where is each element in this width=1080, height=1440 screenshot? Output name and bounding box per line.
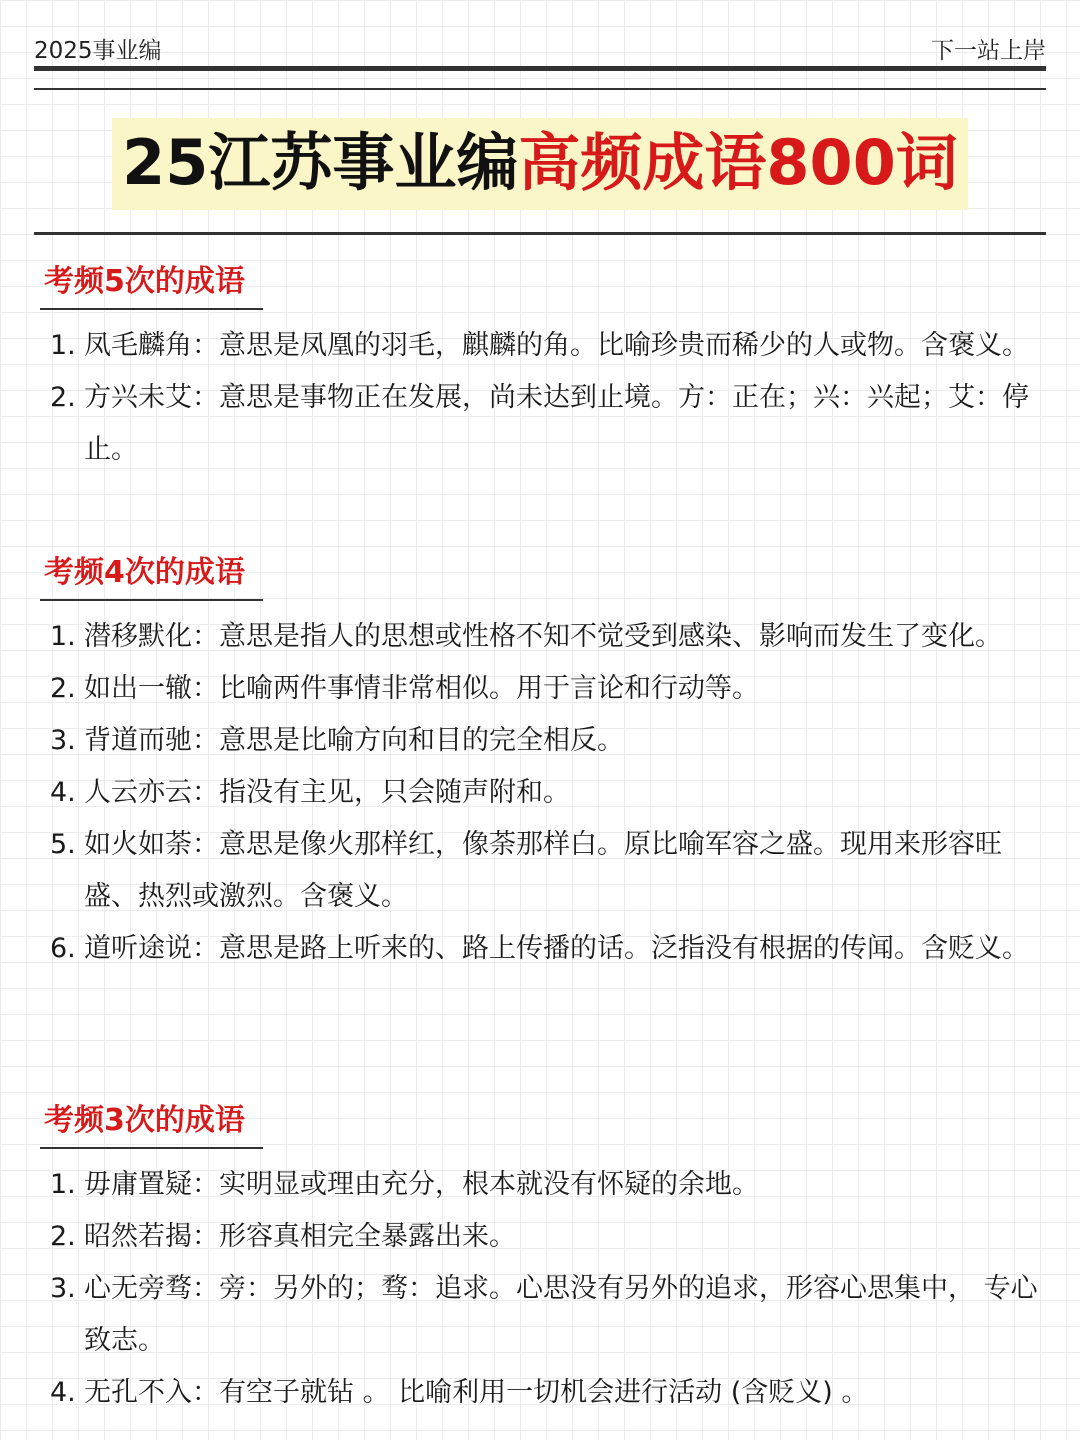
list-item [40,767,1044,819]
header-rule-thick [34,66,1046,71]
header-rule-thin [34,88,1046,90]
idiom-list [40,320,1044,476]
item-text: 如出一辙：比喻两件事情非常相似。用于言论和行动等。 [84,673,759,704]
list-item [40,1263,1044,1367]
item-text: 潜移默化：意思是指人的思想或性格不知不觉受到感染、影响而发生了变化。 [84,621,1002,652]
idiom-list [40,611,1044,975]
section-heading: 考频3次的成语 [40,1101,263,1149]
page-header [34,28,1046,64]
idiom-list [40,1159,1044,1419]
item-text: 背道而驰：意思是比喻方向和目的完全相反。 [84,725,624,756]
item-number: 4. [50,777,76,808]
item-number: 3. [50,725,76,756]
title-banner [0,118,1080,210]
section-freq-3 [40,1101,1044,1419]
item-text: 人云亦云：指没有主见，只会随声附和。 [84,777,570,808]
title-black-part: 25江苏事业编 [122,126,519,199]
list-item [40,715,1044,767]
header-right-text: 下一站上岸 [931,38,1046,64]
list-item [40,663,1044,715]
item-text: 昭然若揭：形容真相完全暴露出来。 [84,1221,516,1252]
item-number: 1. [50,621,76,652]
item-text: 毋庸置疑：实明显或理由充分，根本就没有怀疑的余地。 [84,1169,759,1200]
section-heading: 考频5次的成语 [40,262,263,310]
list-item [40,819,1044,923]
item-number: 4. [50,1377,76,1408]
item-number: 1. [50,330,76,361]
item-number: 1. [50,1169,76,1200]
section-freq-4 [40,553,1044,975]
item-number: 6. [50,933,76,964]
list-item [40,1211,1044,1263]
list-item [40,320,1044,372]
list-item [40,1159,1044,1211]
list-item [40,611,1044,663]
item-number: 3. [50,1273,76,1304]
list-item [40,372,1044,476]
item-text: 无孔不入：有空子就钻 。 比喻利用一切机会进行活动 (含贬义) 。 [84,1377,869,1408]
list-item [40,923,1044,975]
item-text: 道听途说：意思是路上听来的、路上传播的话。泛指没有根据的传闻。含贬义。 [84,933,1029,964]
item-text: 凤毛麟角：意思是凤凰的羽毛，麒麟的角。比喻珍贵而稀少的人或物。含褒义。 [84,330,1029,361]
item-text: 方兴未艾：意思是事物正在发展，尚未达到止境。方：正在；兴：兴起；艾：停止。 [84,382,1029,465]
item-text: 如火如荼：意思是像火那样红，像荼那样白。原比喻军容之盛。现用来形容旺盛、热烈或激烈。含褒义。 [84,829,1002,912]
item-number: 2. [50,382,76,413]
item-number: 5. [50,829,76,860]
header-left-text: 2025事业编 [34,38,162,64]
section-heading: 考频4次的成语 [40,553,263,601]
item-number: 2. [50,673,76,704]
page-title [112,118,968,210]
section-freq-5 [40,262,1044,476]
list-item [40,1367,1044,1419]
item-text: 心无旁骛：旁：另外的；骛：追求。心思没有另外的追求，形容心思集中， 专心致志。 [84,1273,1038,1356]
title-red-part: 高频成语800词 [518,126,958,199]
item-number: 2. [50,1221,76,1252]
title-rule [34,232,1046,235]
